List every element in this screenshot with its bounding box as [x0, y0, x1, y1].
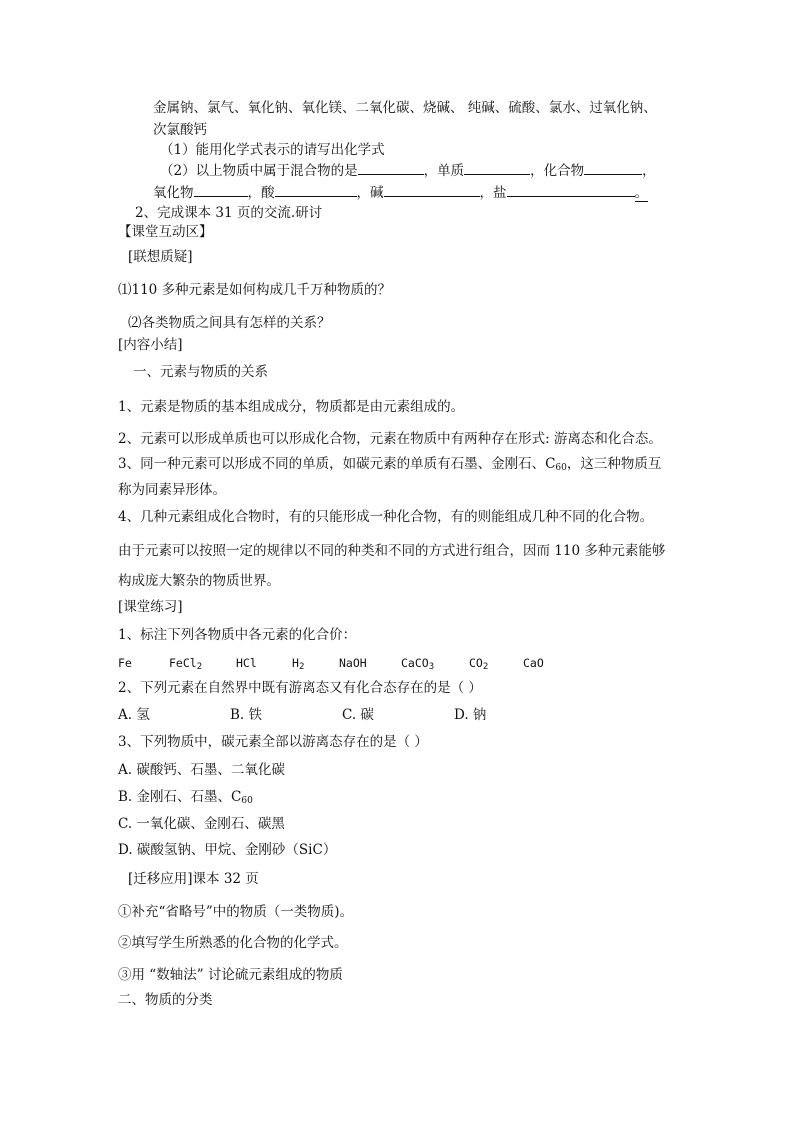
formula-cao: CaO	[523, 656, 544, 670]
formula-fecl2: FeCl$_2$	[169, 656, 203, 672]
transfer-item-3: ③用 “数轴法” 讨论硫元素组成的物质	[118, 967, 343, 983]
section-2-title: 二、物质的分类	[118, 992, 213, 1008]
task-2: 2、完成课本 31 页的交流.研讨	[135, 205, 323, 221]
option-c[interactable]: C. 碳	[342, 707, 374, 723]
salt-label: ，盐	[479, 185, 507, 201]
option-a[interactable]: A. 氢	[118, 707, 150, 723]
question-2-line1	[160, 162, 656, 180]
acid-blank[interactable]	[275, 184, 357, 197]
point-4: 4、几种元素组成化合物时，有的只能形成一种化合物，有的则能组成几种不同的化合物。	[118, 509, 654, 525]
practice-question-1: 1、标注下列各物质中各元素的化合价：	[118, 627, 357, 643]
q3-option-b-subscript: 60	[241, 796, 253, 806]
formula-caco3: CaCO$_3$	[401, 656, 435, 672]
base-label: ，碱	[356, 185, 384, 201]
association-question-2: ⑵各类物质之间具有怎样的关系？	[128, 315, 331, 331]
q3-option-c[interactable]: C. 一氧化碳、金刚石、碳黑	[118, 816, 285, 832]
question-2-prefix: （2）以上物质中属于混合物的是	[160, 163, 358, 179]
practice-question-2: 2、下列元素在自然界中既有游离态又有化合态存在的是（ ）	[118, 680, 482, 696]
oxide-label: 氧化物	[153, 185, 194, 201]
formula-naoh: NaOH	[339, 656, 367, 670]
option-b[interactable]: B. 铁	[230, 707, 263, 723]
question-2-period: 。	[634, 185, 648, 201]
acid-label: ，酸	[247, 185, 275, 201]
question-1: （1）能用化学式表示的请写出化学式	[160, 142, 385, 158]
q3-option-a[interactable]: A. 碳酸钙、石墨、二氧化碳	[118, 762, 285, 778]
question-2-elemental-label: ，单质	[423, 163, 465, 179]
base-blank[interactable]	[384, 184, 480, 197]
transfer-item-1: ①补充“省略号”中的物质（一类物质)。	[118, 904, 354, 920]
formula-hcl: HCl	[236, 656, 257, 670]
salt-blank[interactable]	[507, 184, 635, 197]
mixture-blank[interactable]	[358, 162, 424, 175]
point-3-line2: 称为同素异形体。	[118, 482, 226, 498]
conclusion-line1: 由于元素可以按照一定的规律以不同的种类和不同的方式进行组合，因而 110 多种元素能够	[118, 543, 666, 559]
question-2-comma: ，	[642, 163, 656, 179]
question-2-compound-label: ，化合物	[530, 163, 585, 179]
conclusion-line2: 构成庞大繁杂的物质世界。	[118, 573, 280, 589]
transfer-item-2: ②填写学生所熟悉的化合物的化学式。	[118, 935, 348, 951]
summary-heading: [内容小结]	[118, 337, 183, 353]
practice-question-3: 3、下列物质中，碳元素全部以游离态存在的是（ ）	[118, 734, 428, 750]
q3-option-b[interactable]	[118, 788, 253, 806]
q3-option-d[interactable]: D. 碳酸氢钠、甲烷、金刚砂（SiC）	[118, 842, 337, 858]
association-heading: [联想质疑]	[128, 249, 193, 265]
point-3-line1	[118, 455, 661, 473]
section-1-title: 一、元素与物质的关系	[133, 364, 268, 380]
point-1: 1、元素是物质的基本组成成分，物质都是由元素组成的。	[118, 399, 465, 415]
formula-co2: $CO_2$	[469, 656, 489, 672]
oxide-blank[interactable]	[194, 184, 248, 197]
elemental-blank[interactable]	[464, 162, 530, 175]
formula-h2: $H_2$	[292, 656, 305, 672]
formula-fe: Fe	[118, 656, 132, 670]
transfer-heading: [迁移应用]课本 32 页	[128, 871, 259, 887]
association-question-1: ⑴110 多种元素是如何构成几千万种物质的？	[118, 282, 392, 298]
option-d[interactable]: D. 钠	[454, 707, 487, 723]
substances-list-line2: 次氯酸钙	[153, 122, 207, 138]
question-2-line2	[153, 184, 648, 202]
classroom-heading: 【课堂互动区】	[118, 224, 213, 240]
substances-list-line1: 金属钠、氯气、氧化钠、氧化镁、二氧化碳、烧碱、 纯碱、硫酸、氯水、过氧化钠、	[153, 100, 657, 116]
point-2: 2、元素可以形成单质也可以形成化合物，元素在物质中有两种存在形式: 游离态和化合态。	[118, 431, 662, 447]
point-3-subscript: 60	[555, 463, 567, 473]
compound-blank[interactable]	[584, 162, 642, 175]
point-3-text-b: ，这三种物质互	[566, 456, 662, 472]
point-3-text-a: 3、同一种元素可以形成不同的单质，如碳元素的单质有石墨、金刚石、C	[118, 456, 556, 472]
practice-heading: [课堂练习]	[118, 599, 183, 615]
q3-option-b-text: B. 金刚石、石墨、C	[118, 789, 242, 805]
